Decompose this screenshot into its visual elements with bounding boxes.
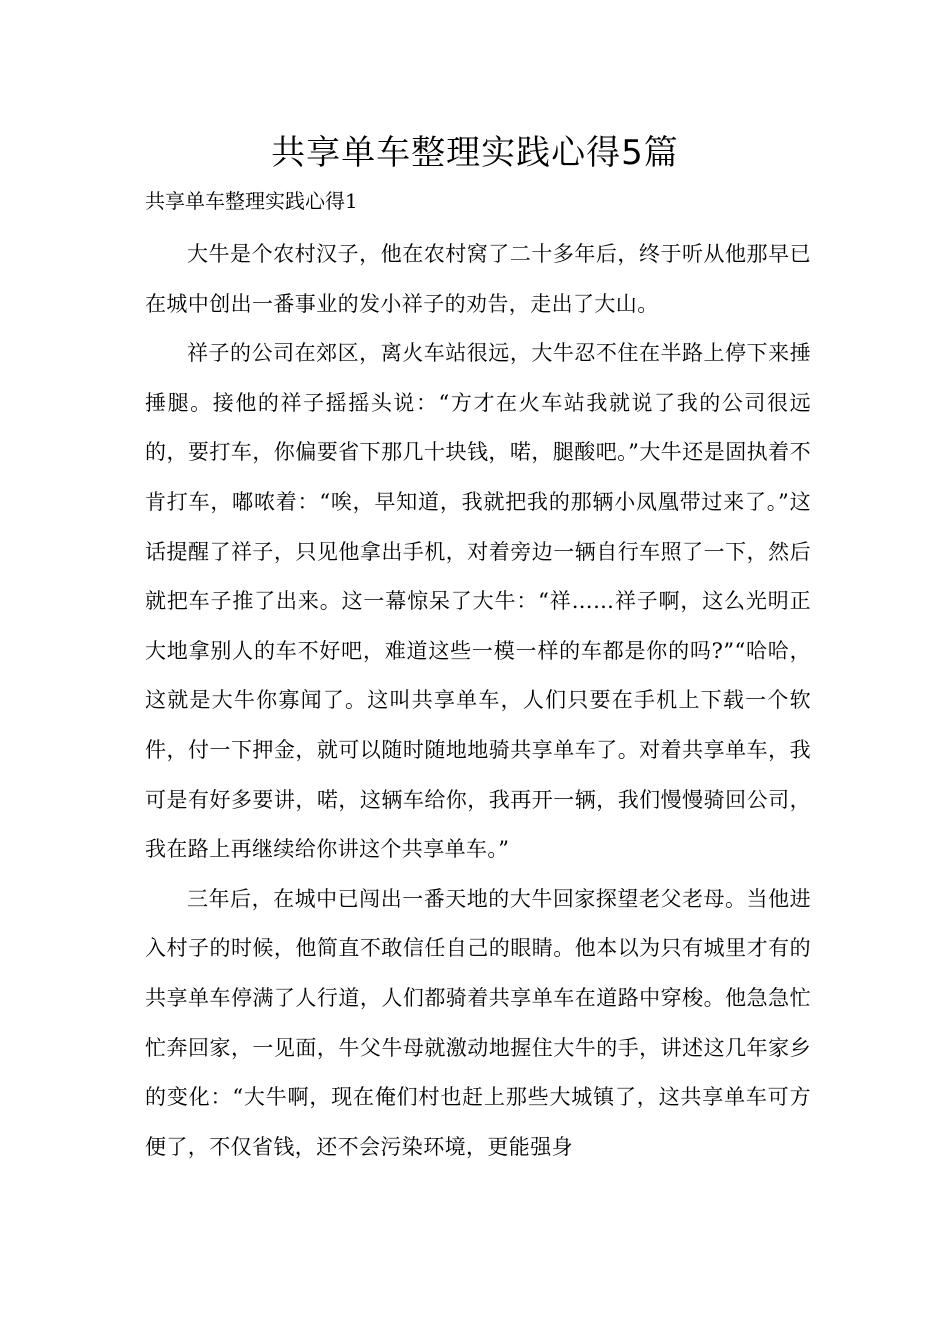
paragraph-2: 祥子的公司在郊区，离火车站很远，大牛忍不住在半路上停下来捶捶腿。接他的祥子摇摇头说：“方才在火车站我就说了我的公司很远的，要打车，你偏要省下那几十块钱，喏，腿酸吧。”大牛还是固执着不肯打车，嘟哝着：“唉，早知道，我就把我的那辆小凤凰带过来了。”这话提醒了祥子，只见他拿出手机，对着旁边一辆自行车照了一下，然后就把车子推了出来。这一幕惊呆了大牛：“祥……祥子啊，这么光明正大地拿别人的车不好吧，难道这些一模一样的车都是你的吗?”“哈哈，这就是大牛你寡闻了。这叫共享单车，人们只要在手机上下载一个软件，付一下押金，就可以随时随地地骑共享单车了。对着共享单车，我可是有好多要讲，喏，这辆车给你，我再开一辆，我们慢慢骑回公司，我在路上再继续给你讲这个共享单车。” <box>145 341 811 862</box>
document-body <box>145 230 811 1172</box>
document-title: 共享单车整理实践心得5篇 <box>271 133 679 173</box>
paragraph-3: 三年后，在城中已闯出一番天地的大牛回家探望老父老母。当他进入村子的时候，他简直不敢信任自己的眼睛。他本以为只有城里才有的共享单车停满了人行道，人们都骑着共享单车在道路中穿梭。他急急忙忙奔回家，一见面，牛父牛母就激动地握住大牛的手，讲述这几年家乡的变化：“大牛啊，现在俺们村也赶上那些大城镇了，这共享单车可方便了，不仅省钱，还不会污染环境，更能强身 <box>145 886 811 1159</box>
section-heading: 共享单车整理实践心得1 <box>145 189 358 213</box>
paragraph-1: 大牛是个农村汉子，他在农村窝了二十多年后，终于听从他那早已在城中创出一番事业的发小祥子的劝告，走出了大山。 <box>145 242 811 316</box>
